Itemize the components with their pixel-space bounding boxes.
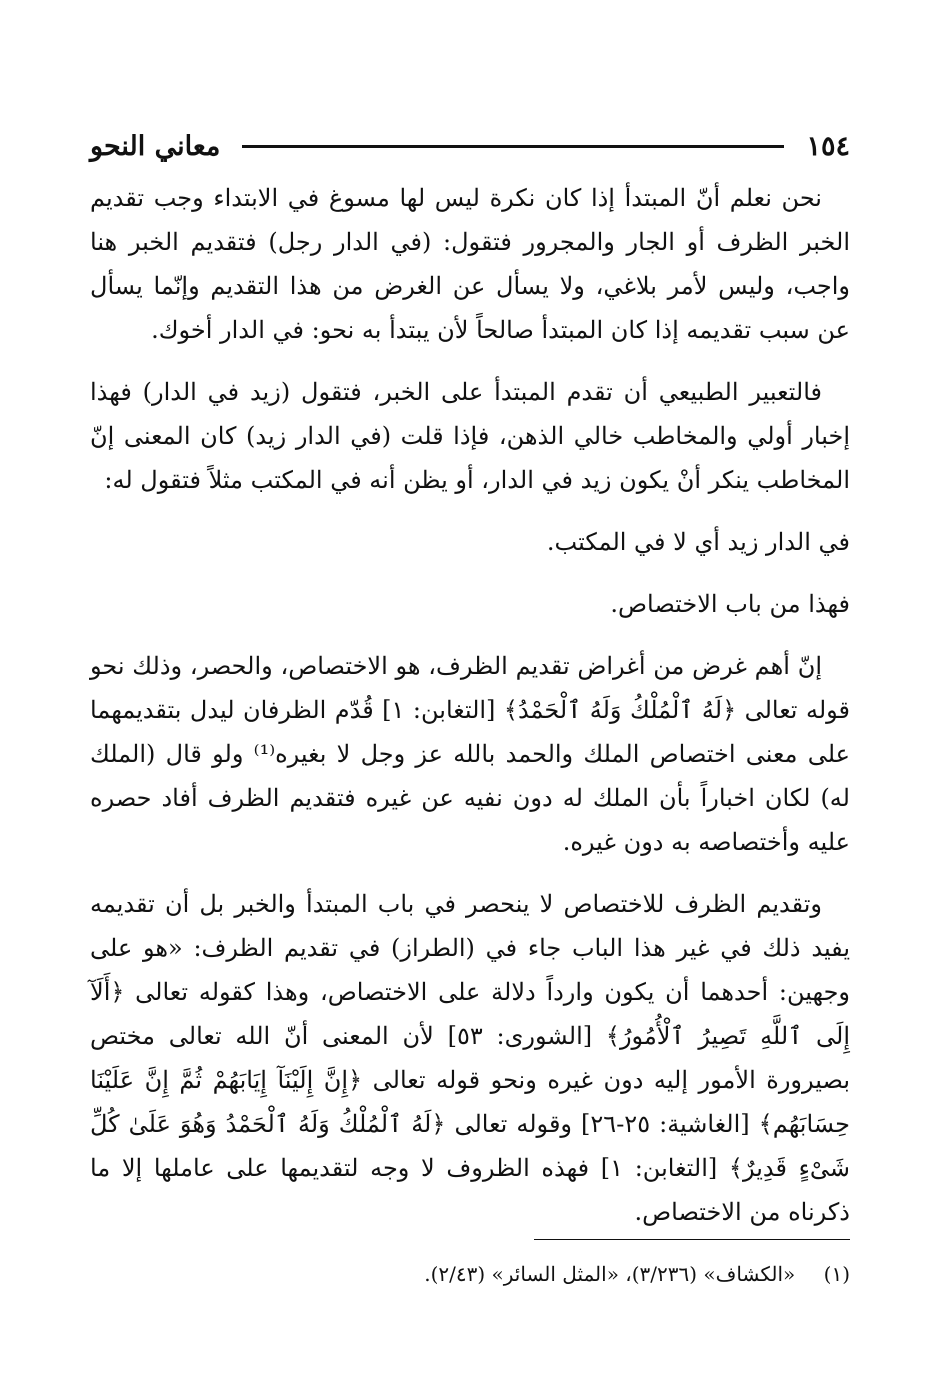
footnote — [90, 1258, 850, 1290]
paragraph: فالتعبير الطبيعي أن تقدم المبتدأ على الخبر، فتقول (زيد في الدار) فهذا إخبار أولي والمخاطب خالي الذهن، فإذا قلت (في الدار زيد) كان المعنى إنّ المخاطب ينكر أنْ يكون زيد في الدار، أو يظن أنه في المكتب مثلاً فتقول له: — [90, 378, 850, 494]
paragraph: وتقديم الظرف للاختصاص لا ينحصر في باب المبتدأ والخبر بل أن تقديمه يفيد ذلك في غير هذا الباب جاء في (الطراز) في تقديم الظرف: «هو على وجهين: أحدهما أن يكون وارداً دلالة على الاختصاص، وهذا كقوله تعالى ﴿أَلَآ إِلَى ٱللَّهِ تَصِيرُ ٱلْأُمُورُ﴾ [الشورى: ٥٣] لأن المعنى أنّ الله تعالى مختص بصيرورة الأمور إليه دون غيره ونحو قوله تعالى ﴿إِنَّ إِلَيْنَآ إِيَابَهُمْ ثُمَّ إِنَّ عَلَيْنَا حِسَابَهُم﴾ [الغاشية: ٢٥-٢٦] وقوله تعالى ﴿لَهُ ٱلْمُلْكُ وَلَهُ ٱلْحَمْدُ وَهُوَ عَلَىٰ كُلِّ شَىْءٍ قَدِيرٌ﴾ [التغابن: ١] فهذه الظروف لا وجه لتقديمها على عاملها إلا ما ذكرناه من الاختصاص. — [90, 890, 851, 1226]
paragraph: فهذا من باب الاختصاص. — [610, 590, 850, 618]
body-text — [90, 176, 850, 1234]
book-title: معاني النحو — [90, 130, 221, 162]
footnote-text: «الكشاف» (٣/٢٣٦)، «المثل السائر» (٢/٤٣). — [424, 1262, 796, 1286]
page — [90, 120, 850, 1252]
footnote-rule — [534, 1239, 850, 1240]
header-rule — [242, 145, 784, 148]
running-header — [90, 120, 850, 172]
paragraph: في الدار زيد أي لا في المكتب. — [546, 528, 850, 556]
paragraph: إنّ أهم غرض من أغراض تقديم الظرف، هو الاختصاص، والحصر، وذلك نحو قوله تعالى ﴿لَهُ ٱلْمُلْكُ وَلَهُ ٱلْحَمْدُ﴾ [التغابن: ١] قُدّم الظرفان ليدل بتقديمهما على معنى اختصاص الملك والحمد بالله عز وجل لا بغيره⁽¹⁾ ولو قال (الملك له) لكان اخباراً بأن الملك له دون نفيه عن غيره فتقديم الظرف أفاد حصره عليه وأختصاصه به دون غيره. — [90, 652, 851, 856]
paragraph: نحن نعلم أنّ المبتدأ إذا كان نكرة ليس لها مسوغ في الابتداء وجب تقديم الخبر الظرف أو الجار والمجرور فتقول: (في الدار رجل) فتقديم الخبر هنا واجب، وليس لأمر بلاغي، ولا يسأل عن الغرض من هذا التقديم وإنّما يسأل عن سبب تقديمه إذا كان المبتدأ صالحاً لأن يبتدأ به نحو: في الدار أخوك. — [90, 184, 850, 344]
page-number: ١٥٤ — [806, 130, 850, 162]
footnote-marker: (١) — [823, 1262, 850, 1286]
